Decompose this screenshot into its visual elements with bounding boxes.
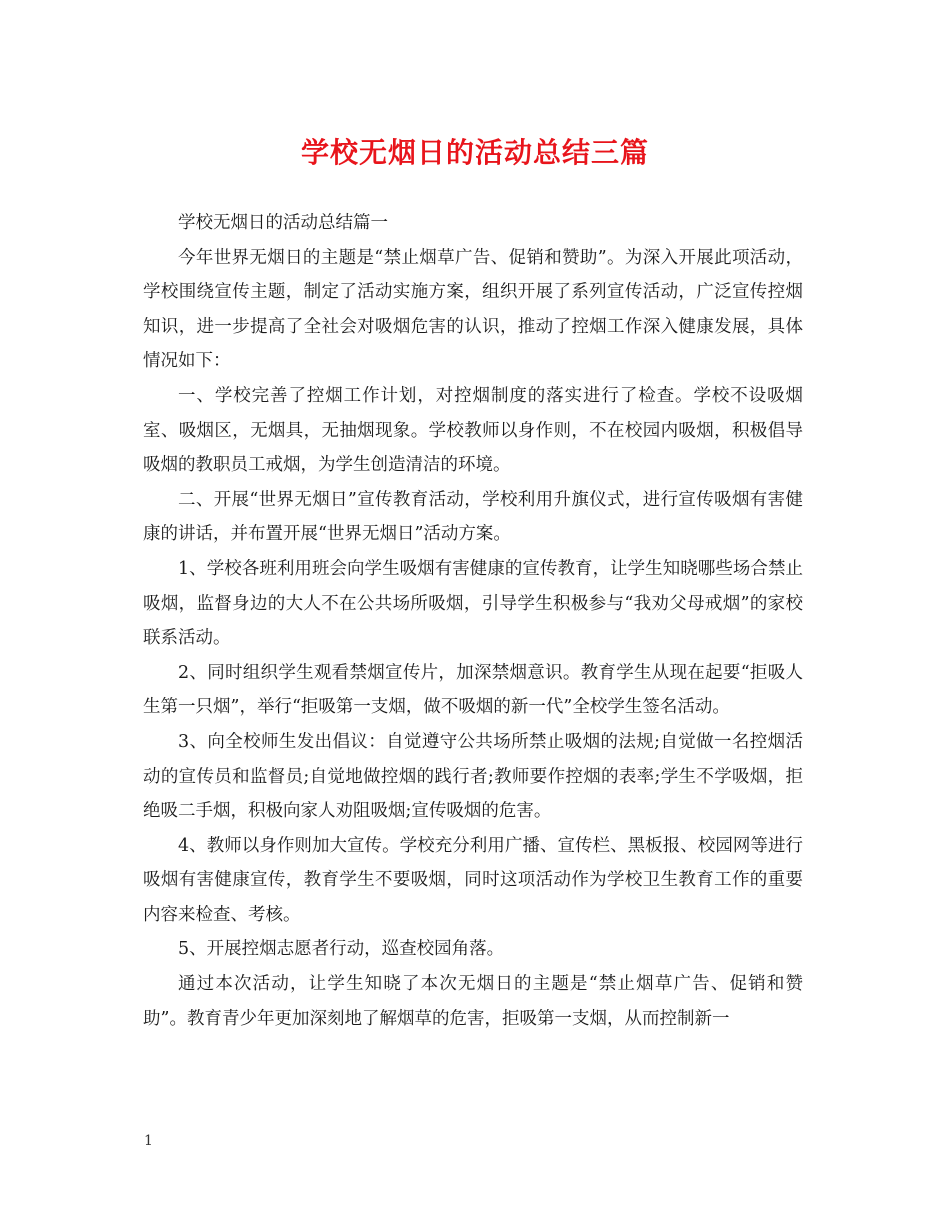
paragraph: 通过本次活动，让学生知晓了本次无烟日的主题是“禁止烟草广告、促销和赞助”。教育青少年更加深刻地了解烟草的危害，拒吸第一支烟，从而控制新一 (143, 974, 803, 1029)
section-heading: 学校无烟日的活动总结篇一 (178, 213, 388, 233)
paragraph: 5、开展控烟志愿者行动，巡查校园角落。 (178, 939, 505, 960)
paragraph: 3、向全校师生发出倡议：自觉遵守公共场所禁止吸烟的法规;自觉做一名控烟活动的宣传员和监督员;自觉地做控烟的践行者;教师要作控烟的表率;学生不学吸烟，拒绝吸二手烟，积极向家人劝阻吸烟;宣传吸烟的危害。 (143, 731, 803, 822)
document-body (143, 206, 803, 1036)
document-title: 学校无烟日的活动总结三篇 (300, 136, 649, 169)
paragraph: 一、学校完善了控烟工作计划，对控烟制度的落实进行了检查。学校不设吸烟室、吸烟区，无烟具，无抽烟现象。学校教师以身作则，不在校园内吸烟，积极倡导吸烟的教职员工戒烟，为学生创造清洁的环境。 (143, 385, 803, 476)
paragraph: 4、教师以身作则加大宣传。学校充分利用广播、宣传栏、黑板报、校园网等进行吸烟有害健康宣传，教育学生不要吸烟，同时这项活动作为学校卫生教育工作的重要内容来检查、考核。 (143, 835, 803, 925)
paragraph: 2、同时组织学生观看禁烟宣传片，加深禁烟意识。教育学生从现在起要“拒吸人生第一只烟”，举行“拒吸第一支烟，做不吸烟的新一代”全校学生签名活动。 (143, 662, 803, 718)
paragraph: 二、开展“世界无烟日”宣传教育活动，学校利用升旗仪式，进行宣传吸烟有害健康的讲话，并布置开展“世界无烟日”活动方案。 (143, 489, 803, 545)
page-number: 1 (144, 1133, 153, 1149)
paragraph: 1、学校各班利用班会向学生吸烟有害健康的宣传教育，让学生知晓哪些场合禁止吸烟，监督身边的大人不在公共场所吸烟，引导学生积极参与“我劝父母戒烟”的家校联系活动。 (143, 558, 803, 649)
paragraph: 今年世界无烟日的主题是“禁止烟草广告、促销和赞助”。为深入开展此项活动，学校围绕宣传主题，制定了活动实施方案，组织开展了系列宣传活动，广泛宣传控烟知识，进一步提高了全社会对吸烟危害的认识，推动了控烟工作深入健康发展，具体情况如下： (143, 247, 803, 372)
